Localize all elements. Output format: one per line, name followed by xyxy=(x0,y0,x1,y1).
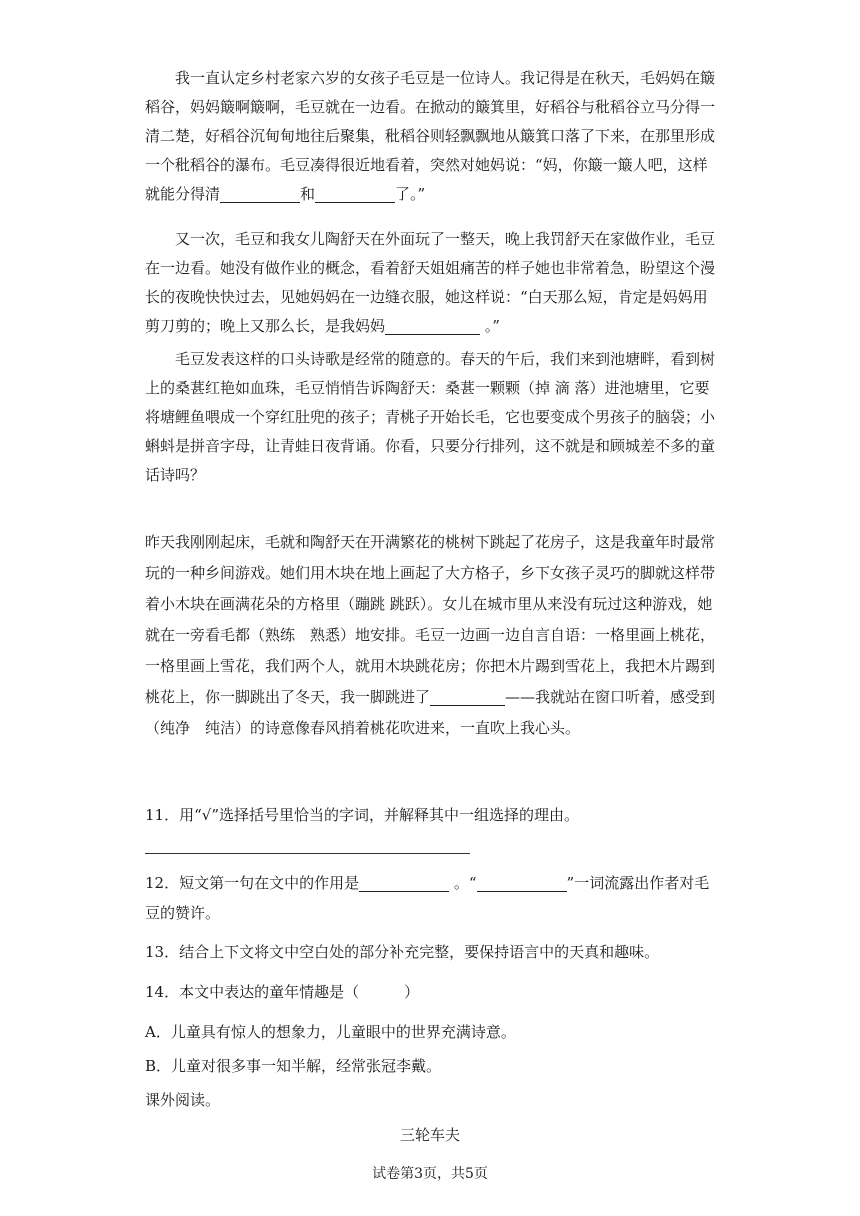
paragraph-1: 我一直认定乡村老家六岁的女孩子毛豆是一位诗人。我记得是在秋天，毛妈妈在簸稻谷，妈妈簸啊簸啊，毛豆就在一边看。在掀动的簸箕里，好稻谷与秕稻谷立马分得一清二楚，好稻谷沉甸甸地往后聚集，秕稻谷则轻飘飘地从簸箕口落了下来，在那里形成一个秕稻谷的瀑布。毛豆凑得很近地看着，突然对她妈说：“妈，你簸一簸人吧，这样就能分得清 和 了。” xyxy=(145,69,716,203)
blank-3 xyxy=(385,317,480,335)
page-footer: 试卷第3页，共5页 xyxy=(372,1166,488,1182)
next-passage-title: 三轮车夫 xyxy=(399,1126,460,1144)
blank-4 xyxy=(430,688,505,706)
blank-1 xyxy=(220,185,300,203)
question-11: 11．用“√”选择括号里恰当的字词，并解释其中一组选择的理由。 xyxy=(145,806,579,824)
blank-2 xyxy=(315,185,395,203)
paragraph-3: 毛豆发表这样的口头诗歌是经常的随意的。春天的午后，我们来到池塘畔，看到树上的桑葚红艳如血珠，毛豆悄悄告诉陶舒天：桑葚一颗颗（掉 滴 落）进池塘里，它要将塘鲤鱼喂成一个穿红肚兜的孩子；青桃子开始长毛，它也要变成个男孩子的脑袋；小蝌蚪是拼音字母，让青蛙日夜背诵。你看，只要分行排列，这不就是和顾城差不多的童话诗吗？ xyxy=(145,350,716,484)
answer-line xyxy=(145,853,470,854)
question-13: 13．结合上下文将文中空白处的部分补充完整，要保持语言中的天真和趣味。 xyxy=(145,943,660,961)
blank-6 xyxy=(477,874,567,892)
question-12: 12．短文第一句在文中的作用是 。“ ”一词流露出作者对毛豆的赞许。 xyxy=(145,874,710,922)
paragraph-4: 昨天我刚刚起床，毛就和陶舒天在开满繁花的桃树下跳起了花房子，这是我童年时最常玩的一种乡间游戏。她们用木块在地上画起了大方格子，乡下女孩子灵巧的脚就这样带着小木块在画满花朵的方格里（蹦跳 跳跃）。女儿在城市里从来没有玩过这种游戏，她就在一旁看毛都（熟练 熟悉）地安排。毛豆一边画一边自言自语：一格里画上桃花，一格里画上雪花，我们两个人，就用木块跳花房；你把木片踢到雪花上，我把木片踢到桃花上，你一脚跳出了冬天，我一脚跳进了 ——我就站在窗口听着，感受到（纯净 纯洁）的诗意像春风捎着桃花吹进来，一直吹上我心头。 xyxy=(145,533,716,737)
paragraph-2: 又一次，毛豆和我女儿陶舒天在外面玩了一整天，晚上我罚舒天在家做作业，毛豆在一边看。她没有做作业的概念，看着舒天姐姐痛苦的样子她也非常着急，盼望这个漫长的夜晚快快过去，见她妈妈在一边缝衣服，她这样说：“白天那么短，肯定是妈妈用剪刀剪的；晚上又那么长，是我妈妈 。” xyxy=(145,230,716,335)
option-a: A．儿童具有惊人的想象力，儿童眼中的世界充满诗意。 xyxy=(145,1023,516,1041)
option-b: B．儿童对很多事一知半解，经常张冠李戴。 xyxy=(145,1057,442,1075)
section-label: 课外阅读。 xyxy=(145,1091,221,1109)
blank-5 xyxy=(359,874,449,892)
question-14: 14．本文中表达的童年情趣是（ ） xyxy=(145,983,420,1001)
